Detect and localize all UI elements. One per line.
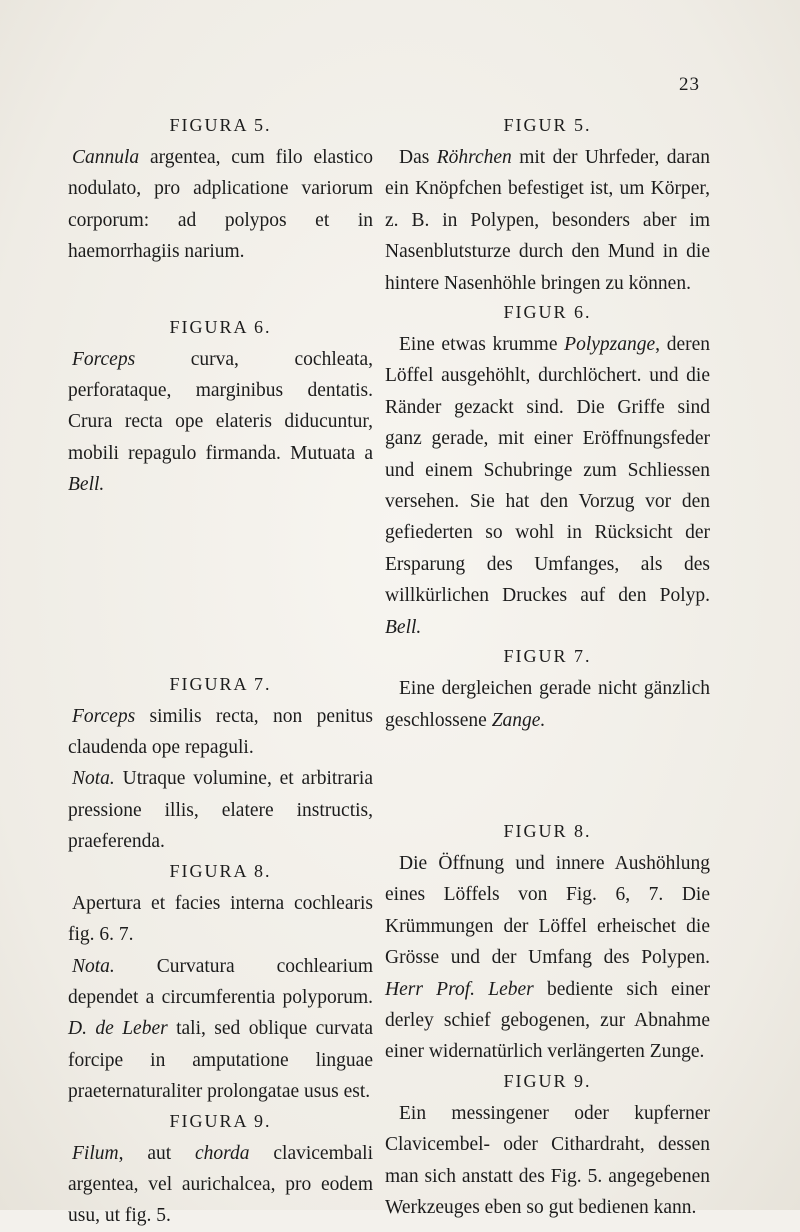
text-run: Eine dergleichen gerade nicht gänzlich geschlossene — [385, 678, 710, 731]
text-run: Curvatura cochlearium dependet a circumferentia polyporum. — [68, 955, 373, 1008]
paragraph — [68, 344, 373, 501]
paragraph — [385, 1098, 710, 1224]
text-run: bediente sich einer derley schief gebogenen, zur Abnahme einer widernatürlich verlängerten Zunge. — [385, 978, 710, 1063]
text-run: Bell. — [385, 616, 422, 638]
text-run: chorda — [195, 1142, 250, 1164]
text-run: Forceps — [72, 705, 136, 727]
text-run: Röhrchen — [436, 147, 512, 168]
text-run: Cannula — [72, 147, 140, 168]
text-run: Utraque volumine, et arbitraria pressione illis, elatere instructis, praeferenda. — [68, 768, 373, 853]
paragraph — [68, 1138, 373, 1232]
text-run: Herr Prof. Leber — [385, 978, 534, 1000]
section-heading: FIGUR 5. — [503, 115, 592, 135]
german-figur-7 — [385, 643, 710, 736]
text-run: similis recta, non penitus claudenda ope repaguli. — [68, 705, 373, 759]
text-run: Apertura et facies interna cochlearis fig. 6. 7. — [68, 892, 373, 946]
latin-figura-9 — [68, 1108, 373, 1232]
section-heading: FIGURA 7. — [169, 673, 272, 694]
paragraph — [385, 329, 710, 643]
latin-figura-5 — [68, 112, 373, 268]
text-run: D. de Leber — [68, 1018, 168, 1040]
paragraph — [68, 951, 373, 1108]
german-figur-6 — [385, 299, 710, 643]
section-heading: FIGUR 9. — [503, 1070, 592, 1091]
paragraph — [385, 848, 710, 1068]
paragraph — [385, 673, 710, 736]
latin-figura-8 — [68, 858, 373, 1108]
section-heading: FIGURA 5. — [169, 115, 272, 135]
text-run: mit der Uhrfeder, daran ein Knöpfchen befestiget ist, um Körper, z. B. in Polypen, besonders aber im Nasenblutsturze durch den Mund in die hintere Nasenhöhle bringen zu können. — [385, 147, 710, 294]
text-run: tali, sed oblique curvata forcipe in amputatione linguae praeternaturaliter prolongatae usus est. — [68, 1018, 373, 1103]
text-run: curva, cochleata, perforataque, marginibus dentatis. Crura recta ope elateris diducuntur, mobili repagulo firmanda. Mutuata a — [68, 348, 373, 464]
german-figur-5 — [385, 112, 710, 299]
german-figur-9 — [385, 1068, 710, 1224]
section-heading: FIGUR 7. — [503, 646, 592, 667]
paragraph — [385, 142, 710, 299]
section-heading: FIGUR 6. — [503, 302, 592, 323]
section-heading: FIGURA 8. — [169, 860, 272, 881]
text-run: Die Öffnung und innere Aushöhlung eines Löffels von Fig. 6, 7. Die Krümmungen der Löffel erheischet die Grösse und der Umfang des Polypen. — [385, 852, 710, 969]
text-run: Nota. — [72, 955, 115, 977]
latin-figura-6 — [68, 314, 373, 501]
paragraph — [68, 888, 373, 951]
section-heading: FIGUR 8. — [503, 820, 592, 841]
section-heading: FIGURA 9. — [169, 1110, 272, 1131]
section-heading: FIGURA 6. — [169, 316, 272, 337]
text-run: , deren Löffel ausgehöhlt, durchlöchert. und die Ränder gezackt sind. Die Griffe sind ganz gerade, mit einer Eröffnungsfeder und einem Schubringe zum Schliessen versehen. Sie hat den Vorzug vor den gefiederten so wohl in Rücksicht der Ersparung des Umfanges, als des willkürlichen Druckes auf den Polyp. — [385, 334, 710, 607]
text-run: Filum — [72, 1142, 119, 1164]
latin-column — [68, 112, 373, 1232]
text-run: Polypzange — [564, 334, 656, 356]
german-column — [385, 112, 710, 1223]
text-run: Bell. — [68, 474, 105, 496]
paragraph — [68, 142, 373, 268]
text-run: Nota. — [72, 768, 115, 790]
paragraph — [68, 763, 373, 857]
page-number: 23 — [679, 74, 700, 95]
text-run: Ein messingener oder kupferner Clavicembel- oder Cithardraht, dessen man sich anstatt des Fig. 5. angegebenen Werkzeuges eben so gut bedienen kann. — [385, 1102, 710, 1218]
german-figur-8 — [385, 818, 710, 1068]
text-run: , aut — [118, 1142, 195, 1164]
text-run: Eine etwas krumme — [399, 334, 565, 356]
paragraph — [68, 701, 373, 764]
text-run: Zange. — [491, 709, 546, 731]
text-run: argentea, cum filo elastico nodulato, pro adplicatione variorum corporum: ad polypos et in haemorrhagiis narium. — [68, 147, 373, 263]
text-run: Das — [399, 147, 437, 168]
text-run: clavicembali argentea, vel aurichalcea, pro eodem usu, ut fig. 5. — [68, 1142, 373, 1227]
text-run: Forceps — [72, 348, 136, 370]
latin-figura-7 — [68, 671, 373, 858]
